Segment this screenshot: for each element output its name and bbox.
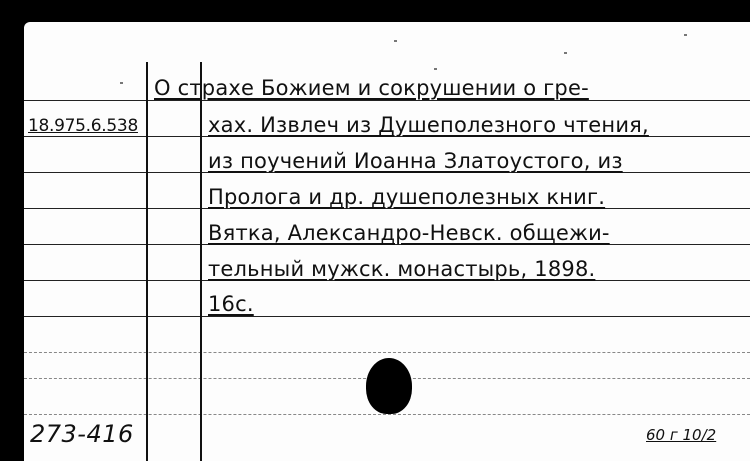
description-line-7: 16с. (208, 292, 254, 316)
scan-speck (684, 34, 687, 36)
punch-hole (366, 358, 412, 414)
scan-speck (564, 52, 567, 54)
ruled-line (24, 316, 750, 317)
description-line-3: из поучений Иоанна Златоустого, из (208, 149, 623, 173)
description-line-5: Вятка, Александро-Невск. общежи- (208, 221, 610, 245)
description-line-4: Пролога и др. душеполезных книг. (208, 185, 606, 209)
description-line-2: хах. Извлеч из Душеполезного чтения, (208, 113, 649, 137)
inventory-number: 273-416 (30, 420, 134, 448)
ruled-line (24, 414, 750, 415)
call-number: 18.975.6.538 (28, 116, 138, 136)
margin-line-right (200, 62, 202, 461)
scan-speck (434, 68, 437, 70)
ruled-line (24, 100, 750, 101)
margin-line-left (146, 62, 148, 461)
scan-speck (394, 40, 397, 42)
ruled-line (24, 352, 750, 353)
description-line-6: тельный мужск. монастырь, 1898. (208, 257, 596, 281)
copy-count: 60 г 10/2 (646, 426, 717, 444)
catalog-card (24, 22, 750, 461)
scan-speck (120, 82, 123, 84)
description-line-1: О страхе Божием и сокрушении о гре- (154, 76, 589, 100)
